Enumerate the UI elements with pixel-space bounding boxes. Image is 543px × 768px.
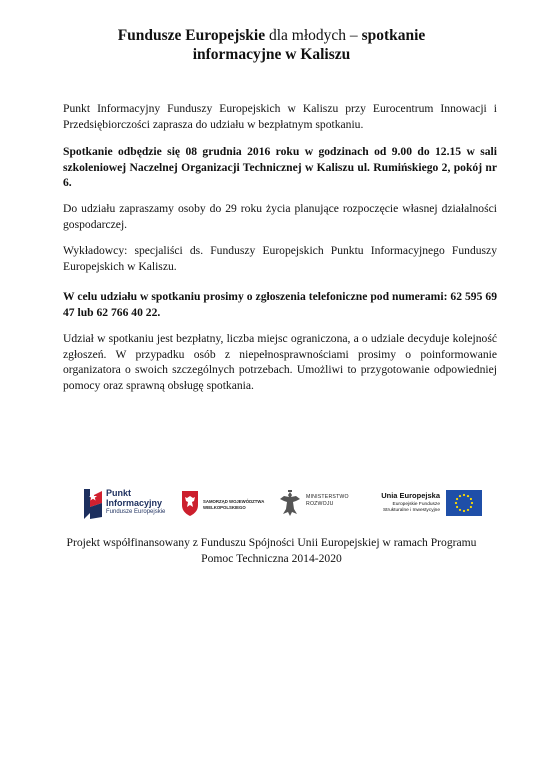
eu-star [463, 510, 465, 512]
polish-eagle-icon [278, 489, 302, 519]
ministerstwo-rozwoju-logo [278, 483, 368, 527]
eu-star [470, 506, 472, 508]
wielkopolska-logo-name-line-2: WIELKOPOLSKIEGO [203, 504, 246, 510]
eu-flag-icon [446, 490, 482, 516]
eu-star [467, 509, 469, 511]
fundusze-europejskie-logo [82, 483, 172, 527]
footer-note: Projekt współfinansowany z Funduszu Spójności Unii Europejskiej w ramach Programu Pomoc Techniczna 2014-2020 [66, 536, 477, 565]
fe-logo-name-line-2: Informacyjny [106, 498, 163, 508]
ministerstwo-logo-name-line-1: MINISTERSTWO [306, 494, 349, 500]
eu-star [463, 494, 465, 496]
eu-star [456, 506, 458, 508]
eu-star [471, 502, 473, 504]
paragraph-speakers: Wykładowcy: specjaliści ds. Funduszy Europejskich Punktu Informacyjnego Funduszy Europejskich w Kaliszu. [63, 244, 497, 273]
eu-star [455, 502, 457, 504]
title-bold-part: Fundusze Europejskie [117, 27, 266, 44]
ue-logo-sub-line-1: Europejskie Fundusze [392, 502, 440, 507]
ministerstwo-logo-name [306, 494, 366, 508]
wielkopolska-logo-name-line-1: SAMORZĄD WOJEWÓDZTWA [203, 499, 265, 504]
fe-star-icon [82, 487, 104, 523]
wielkopolska-eagle-icon [180, 489, 200, 517]
ue-logo-sub-line-2: Strukturalne i Inwestycyjne [382, 508, 440, 513]
wielkopolska-logo-name [203, 499, 273, 510]
unia-europejska-logo [376, 483, 482, 527]
paragraph-meeting-details: Spotkanie odbędzie się 08 grudnia 2016 roku w godzinach od 9.00 do 12.15 w sali szkoleniowej Naczelnej Organizacji Technicznej w Kaliszu ul. Rumińskiego 2, pokój nr 6. [63, 145, 497, 189]
eu-star [459, 495, 461, 497]
fe-logo-name [106, 488, 162, 508]
paragraph-registration: W celu udziału w spotkaniu prosimy o zgłoszenia telefoniczne pod numerami: 62 595 69 47 lub 62 766 40 22. [63, 290, 497, 319]
logo-strip [82, 483, 482, 527]
title-line-2: informacyjne w Kaliszu [192, 46, 351, 63]
paragraph-intro: Punkt Informacyjny Funduszy Europejskich w Kaliszu przy Eurocentrum Innowacji i Przedsiębiorczości zaprasza do udziału w bezpłatnym spotkaniu. [63, 102, 497, 131]
document-title [40, 26, 503, 64]
eu-star [467, 495, 469, 497]
eu-star [470, 498, 472, 500]
wielkopolska-logo [180, 483, 272, 527]
fe-logo-sub: Fundusze Europejskie [106, 509, 166, 515]
fe-logo-name-line-1: Punkt [106, 488, 132, 498]
ministerstwo-logo-name-line-2: ROZWOJU [306, 501, 334, 507]
ue-logo-sub [376, 502, 440, 514]
paragraph-terms: Udział w spotkaniu jest bezpłatny, liczba miejsc ograniczona, a o udziale decyduje kolejność zgłoszeń. W przypadku osób z niepełnosprawnościami prosimy o poinformowanie organizatora o swoich szczególnych potrzebach. Umożliwi to przygotowanie odpowiedniej pomocy oraz sprawną obsługę spotkania. [63, 332, 497, 392]
title-bold-part-2: spotkanie [361, 27, 426, 44]
eu-star [456, 498, 458, 500]
paragraph-audience: Do udziału zapraszamy osoby do 29 roku życia planujące rozpoczęcie własnej działalności gospodarczej. [63, 202, 497, 231]
ue-logo-name: Unia Europejska [381, 491, 440, 500]
title-regular-part: dla młodych – [265, 27, 362, 44]
eu-star [459, 509, 461, 511]
